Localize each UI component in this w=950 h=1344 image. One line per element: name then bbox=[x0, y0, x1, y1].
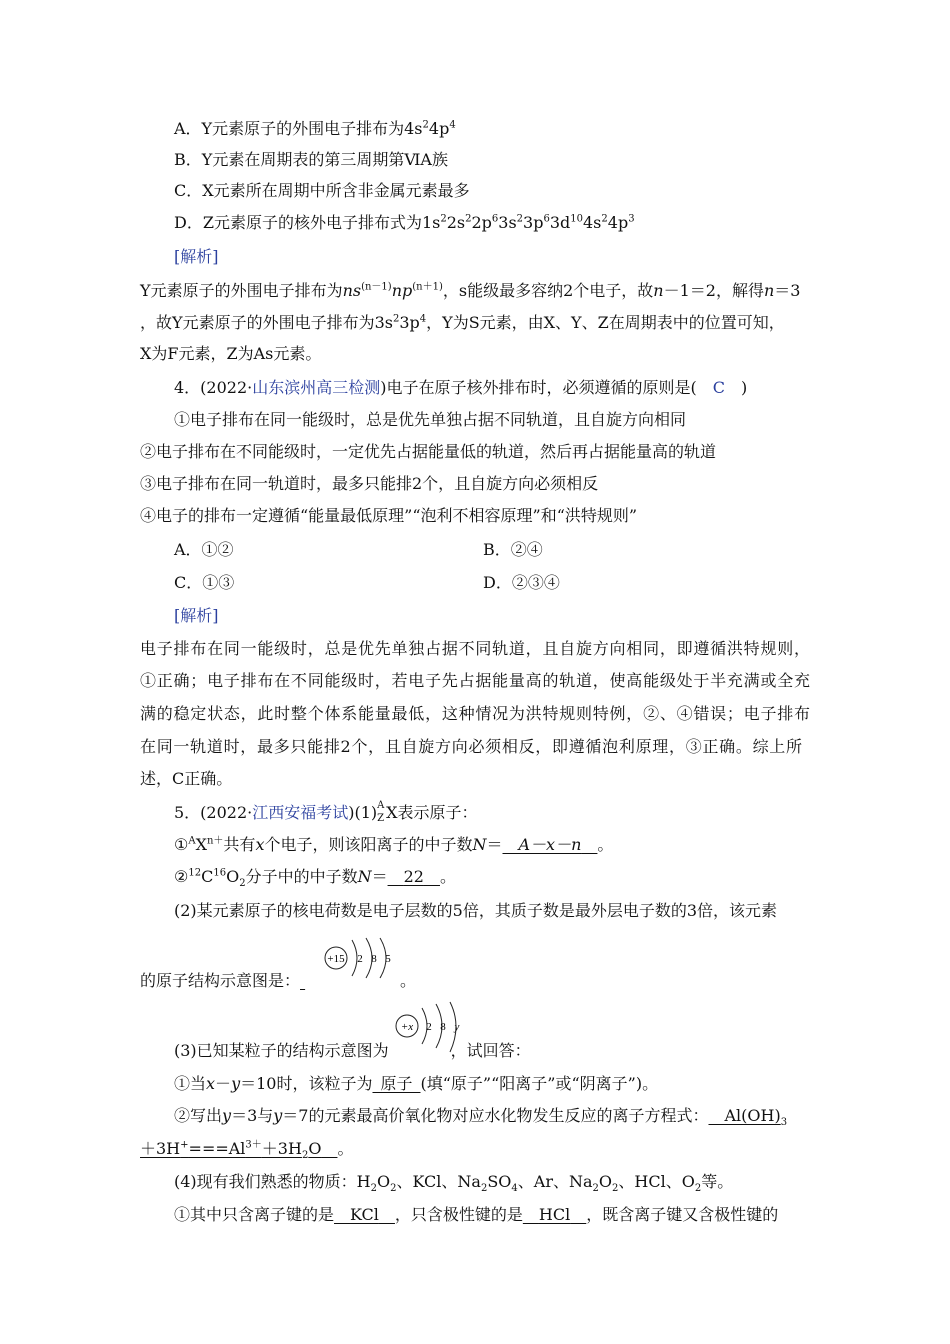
q3-explanation-line2: ，故Y元素原子的外围电子排布为$3s^23p^4$，Y为S元素，由X、Y、Z在周期表中的位置可知， bbox=[140, 313, 785, 332]
q5-part3-stem: (3)已知某粒子的结构示意图为 ，试回答： bbox=[174, 1041, 531, 1060]
shell-2-count: 8 bbox=[440, 1021, 446, 1033]
answer-22: 22 bbox=[403, 867, 424, 886]
q5-part2-answer: 的原子结构示意图是： 。 bbox=[140, 971, 417, 990]
shell-1-count: 2 bbox=[426, 1021, 432, 1033]
q5-part4-item1: ①其中只含离子键的是__KCl__，只含极性键的是__HCl__，既含离子键又含极性键的 bbox=[174, 1205, 779, 1224]
q4-explanation-line5: 述，C正确。 bbox=[140, 769, 233, 788]
q5-part3-item2: ②写出y＝3与y＝7的元素最高价氧化物对应水化物发生反应的离子方程式：$\_\_Al(OH)_3$ bbox=[174, 1106, 788, 1129]
q5-part2-stem: (2)某元素原子的核电荷数是电子层数的5倍，其质子数是最外层电子数的3倍，该元素 bbox=[174, 901, 778, 920]
answer-neutron-count: A－x－n bbox=[518, 835, 582, 854]
q3-jiexi-label: [解析] bbox=[174, 247, 219, 266]
shell-2-count: 8 bbox=[371, 953, 377, 965]
q3-explanation-line3: X为F元素，Z为As元素。 bbox=[140, 344, 322, 363]
q3-option-d: D．Z元素原子的核外电子排布式为$1s^22s^22p^63s^23p^63d^{10}4s^24p^3$ bbox=[174, 213, 635, 232]
q5-part4-stem: (4)现有我们熟悉的物质：$H_2O_2$、KCl、$Na_2SO_4$、Ar、$Na_2O_2$、HCl、$O_2$等。 bbox=[174, 1172, 734, 1195]
q4-option-d: D．②③④ bbox=[483, 573, 560, 592]
q4-explanation-line1: 电子排布在同一能级时，总是优先单独占据不同轨道，且自旋方向相同，即遵循洪特规则， bbox=[140, 639, 810, 658]
q4-statement-2: ②电子排布在不同能级时，一定优先占据能量低的轨道，然后再占据能量高的轨道 bbox=[140, 442, 717, 461]
shell-3-count: y bbox=[454, 1021, 460, 1033]
q5-stem: 5．(2022·江西安福考试)(1) A Z X表示原子： bbox=[174, 799, 478, 824]
q5-part3-equation: $+3H^+===Al^{3+}+3H_2O\_\_$。 bbox=[140, 1139, 354, 1162]
nucleus-charge: +15 bbox=[327, 953, 345, 965]
q4-jiexi-label: [解析] bbox=[174, 606, 219, 625]
q4-statement-4: ④电子的排布一定遵循“能量最低原理”“泡利不相容原理”和“洪特规则” bbox=[140, 506, 638, 525]
q3-option-c: C．X元素所在周期中所含非金属元素最多 bbox=[174, 181, 470, 200]
answer-kcl: KCl bbox=[350, 1205, 379, 1224]
shell-3-count: 5 bbox=[385, 953, 391, 965]
q5-part1-item1: $①^AX^{n+}$共有x个电子，则该阳离子的中子数N＝__A－x－n__。 bbox=[174, 835, 614, 854]
q5-part1-item2: $②^{12}C^{16}O_2$分子中的中子数N＝__22__。 bbox=[174, 867, 456, 890]
q4-option-c: C．①③ bbox=[174, 573, 235, 592]
q4-explanation-line2: ①正确；电子排布在不同能级时，若电子先占据能量高的轨道，使高能级处于半充满或全充 bbox=[140, 671, 810, 690]
q4-explanation-line4: 在同一轨道时，最多只能排2个，且自旋方向必须相反，即遵循泡利原理，③正确。综上所 bbox=[140, 737, 802, 756]
q4-option-b: B．②④ bbox=[483, 540, 543, 559]
q5-part3-item1: ①当x－y＝10时，该粒子为_原子_(填“原子”“阳离子”或“阴离子”)。 bbox=[174, 1074, 659, 1093]
q4-statement-1: ①电子排布在同一能级时，总是优先单独占据不同轨道，且自旋方向相同 bbox=[174, 410, 687, 429]
q4-statement-3: ③电子排布在同一轨道时，最多只能排2个，且自旋方向必须相反 bbox=[140, 474, 599, 493]
q4-explanation-line3: 满的稳定状态，此时整个体系能量最低，这种情况为洪特规则特例，②、④错误；电子排布 bbox=[140, 704, 810, 723]
answer-hcl: HCl bbox=[538, 1205, 571, 1224]
q4-option-a: A．①② bbox=[174, 540, 234, 559]
answer-atom: 原子 bbox=[380, 1074, 413, 1093]
nucleus-charge: +x bbox=[400, 1021, 414, 1033]
q3-explanation-line1: Y元素原子的外围电子排布为$ns^{(n-1)}np^{(n+1)}$，s能级最多容纳2个电子，故n－1＝2，解得n＝3 bbox=[140, 281, 801, 300]
q4-stem: 4．(2022·山东滨州高三检测)电子在原子核外排布时，必须遵循的原则是( C ) bbox=[174, 378, 748, 397]
q3-option-b: B．Y元素在周期表的第三周期第ⅥA族 bbox=[174, 150, 448, 169]
shell-1-count: 2 bbox=[357, 953, 363, 965]
q3-option-a: A．Y元素原子的外围电子排布为$4s^24p^4$ bbox=[174, 119, 456, 138]
